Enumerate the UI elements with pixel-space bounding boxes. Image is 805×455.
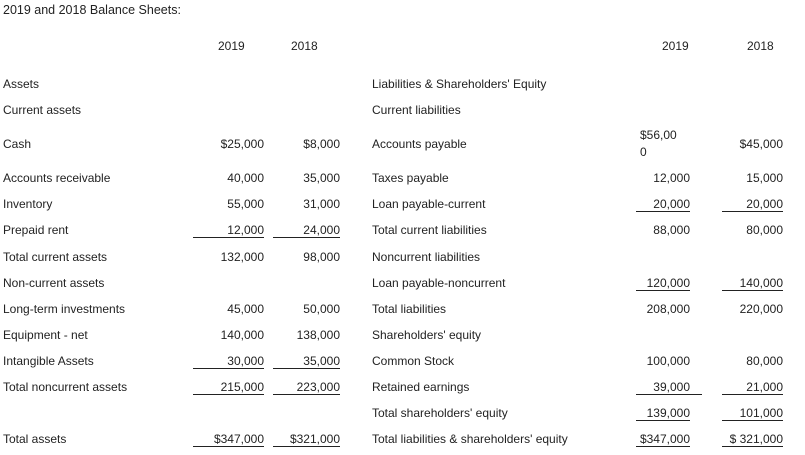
common-stock-2018: 80,000 xyxy=(746,354,783,368)
noncurrent-assets-heading: Non-current assets xyxy=(3,276,105,290)
retained-earnings-label: Retained earnings xyxy=(372,380,470,394)
equipment-2018: 138,000 xyxy=(296,328,340,342)
total-current-liabilities-label: Total current liabilities xyxy=(372,223,487,237)
intangible-assets-label: Intangible Assets xyxy=(3,354,94,368)
header-left-2019: 2019 xyxy=(218,39,245,53)
prepaid-rent-2018: 24,000 xyxy=(303,223,340,237)
prepaid-rent-2018-underline xyxy=(273,237,340,238)
long-term-investments-2019: 45,000 xyxy=(227,302,264,316)
retained-earnings-2018: 21,000 xyxy=(746,380,783,394)
current-assets-heading: Current assets xyxy=(3,103,82,117)
prepaid-rent-2019: 12,000 xyxy=(227,223,264,237)
current-liabilities-heading: Current liabilities xyxy=(372,103,461,117)
header-right-2018: 2018 xyxy=(747,39,774,53)
accounts-payable-2019-line1: $56,00 xyxy=(640,128,677,142)
shareholders-equity-heading: Shareholders' equity xyxy=(372,328,482,342)
accounts-receivable-label: Accounts receivable xyxy=(3,171,111,185)
loan-payable-noncurrent-2019: 120,000 xyxy=(646,276,690,290)
total-liabilities-2019: 208,000 xyxy=(646,302,690,316)
cash-label: Cash xyxy=(3,137,32,151)
taxes-payable-2018: 15,000 xyxy=(746,171,783,185)
total-noncurrent-assets-2018: 223,000 xyxy=(296,380,340,394)
total-liabilities-equity-2019: $347,000 xyxy=(639,432,690,446)
cash-2019: $25,000 xyxy=(220,137,264,151)
long-term-investments-2018: 50,000 xyxy=(303,302,340,316)
total-equity-2019-underline xyxy=(636,420,690,421)
retained-earnings-2018-underline xyxy=(722,394,783,395)
total-liabilities-equity-2018: $ 321,000 xyxy=(729,432,783,446)
total-noncurrent-2018-underline xyxy=(273,394,340,395)
equipment-2019: 140,000 xyxy=(220,328,264,342)
common-stock-label: Common Stock xyxy=(372,354,455,368)
total-assets-2019: $347,000 xyxy=(213,432,264,446)
header-left-2018: 2018 xyxy=(291,39,318,53)
total-liabilities-equity-label: Total liabilities & shareholders' equity xyxy=(372,432,568,446)
loan-payable-current-2018: 20,000 xyxy=(746,197,783,211)
inventory-label: Inventory xyxy=(3,197,53,211)
total-current-assets-2019: 132,000 xyxy=(220,250,264,264)
total-current-liabilities-2018: 80,000 xyxy=(746,223,783,237)
loan-current-2018-underline xyxy=(722,211,783,212)
total-assets-2018: $321,000 xyxy=(289,432,340,446)
loan-current-2019-underline xyxy=(636,211,690,212)
total-assets-label: Total assets xyxy=(3,432,67,446)
retained-earnings-2019-underline xyxy=(636,394,702,395)
page-title: 2019 and 2018 Balance Sheets: xyxy=(3,3,181,17)
accounts-payable-2019-line2: 0 xyxy=(640,145,647,159)
long-term-investments-label: Long-term investments xyxy=(3,302,126,316)
total-assets-2019-underline xyxy=(193,446,264,447)
loan-noncurrent-2018-underline xyxy=(722,290,783,291)
total-noncurrent-2019-underline xyxy=(193,394,264,395)
total-shareholders-equity-2018: 101,000 xyxy=(739,406,783,420)
intangible-assets-2019: 30,000 xyxy=(227,354,264,368)
intangible-assets-2018: 35,000 xyxy=(303,354,340,368)
liabilities-equity-heading: Liabilities & Shareholders' Equity xyxy=(372,77,547,91)
header-right-2019: 2019 xyxy=(662,39,689,53)
total-current-liabilities-2019: 88,000 xyxy=(653,223,690,237)
total-noncurrent-assets-label: Total noncurrent assets xyxy=(3,380,128,394)
inventory-2019: 55,000 xyxy=(227,197,264,211)
accounts-payable-label: Accounts payable xyxy=(372,137,467,151)
total-liabilities-2018: 220,000 xyxy=(739,302,783,316)
loan-payable-current-label: Loan payable-current xyxy=(372,197,486,211)
prepaid-rent-2019-underline xyxy=(193,237,264,238)
loan-payable-noncurrent-2018: 140,000 xyxy=(739,276,783,290)
loan-payable-current-2019: 20,000 xyxy=(653,197,690,211)
total-current-assets-2018: 98,000 xyxy=(303,250,340,264)
intangible-2019-underline xyxy=(193,368,264,369)
total-current-assets-label: Total current assets xyxy=(3,250,108,264)
common-stock-2019: 100,000 xyxy=(646,354,690,368)
inventory-2018: 31,000 xyxy=(303,197,340,211)
total-shareholders-equity-label: Total shareholders' equity xyxy=(372,406,508,420)
total-noncurrent-assets-2019: 215,000 xyxy=(220,380,264,394)
prepaid-rent-label: Prepaid rent xyxy=(3,223,69,237)
cash-2018: $8,000 xyxy=(303,137,340,151)
equipment-label: Equipment - net xyxy=(3,328,88,342)
total-assets-2018-underline xyxy=(273,446,340,447)
total-liab-equity-2018-underline xyxy=(722,446,783,447)
accounts-receivable-2019: 40,000 xyxy=(227,171,264,185)
total-shareholders-equity-2019: 139,000 xyxy=(646,406,690,420)
assets-heading: Assets xyxy=(3,77,40,91)
total-equity-2018-underline xyxy=(722,420,783,421)
intangible-2018-underline xyxy=(273,368,340,369)
total-liab-equity-2019-underline xyxy=(636,446,690,447)
accounts-payable-2018: $45,000 xyxy=(739,137,783,151)
taxes-payable-label: Taxes payable xyxy=(372,171,449,185)
loan-payable-noncurrent-label: Loan payable-noncurrent xyxy=(372,276,506,290)
total-liabilities-label: Total liabilities xyxy=(372,302,447,316)
noncurrent-liabilities-heading: Noncurrent liabilities xyxy=(372,250,481,264)
taxes-payable-2019: 12,000 xyxy=(653,171,690,185)
accounts-receivable-2018: 35,000 xyxy=(303,171,340,185)
retained-earnings-2019: 39,000 xyxy=(653,380,690,394)
loan-noncurrent-2019-underline xyxy=(636,290,690,291)
